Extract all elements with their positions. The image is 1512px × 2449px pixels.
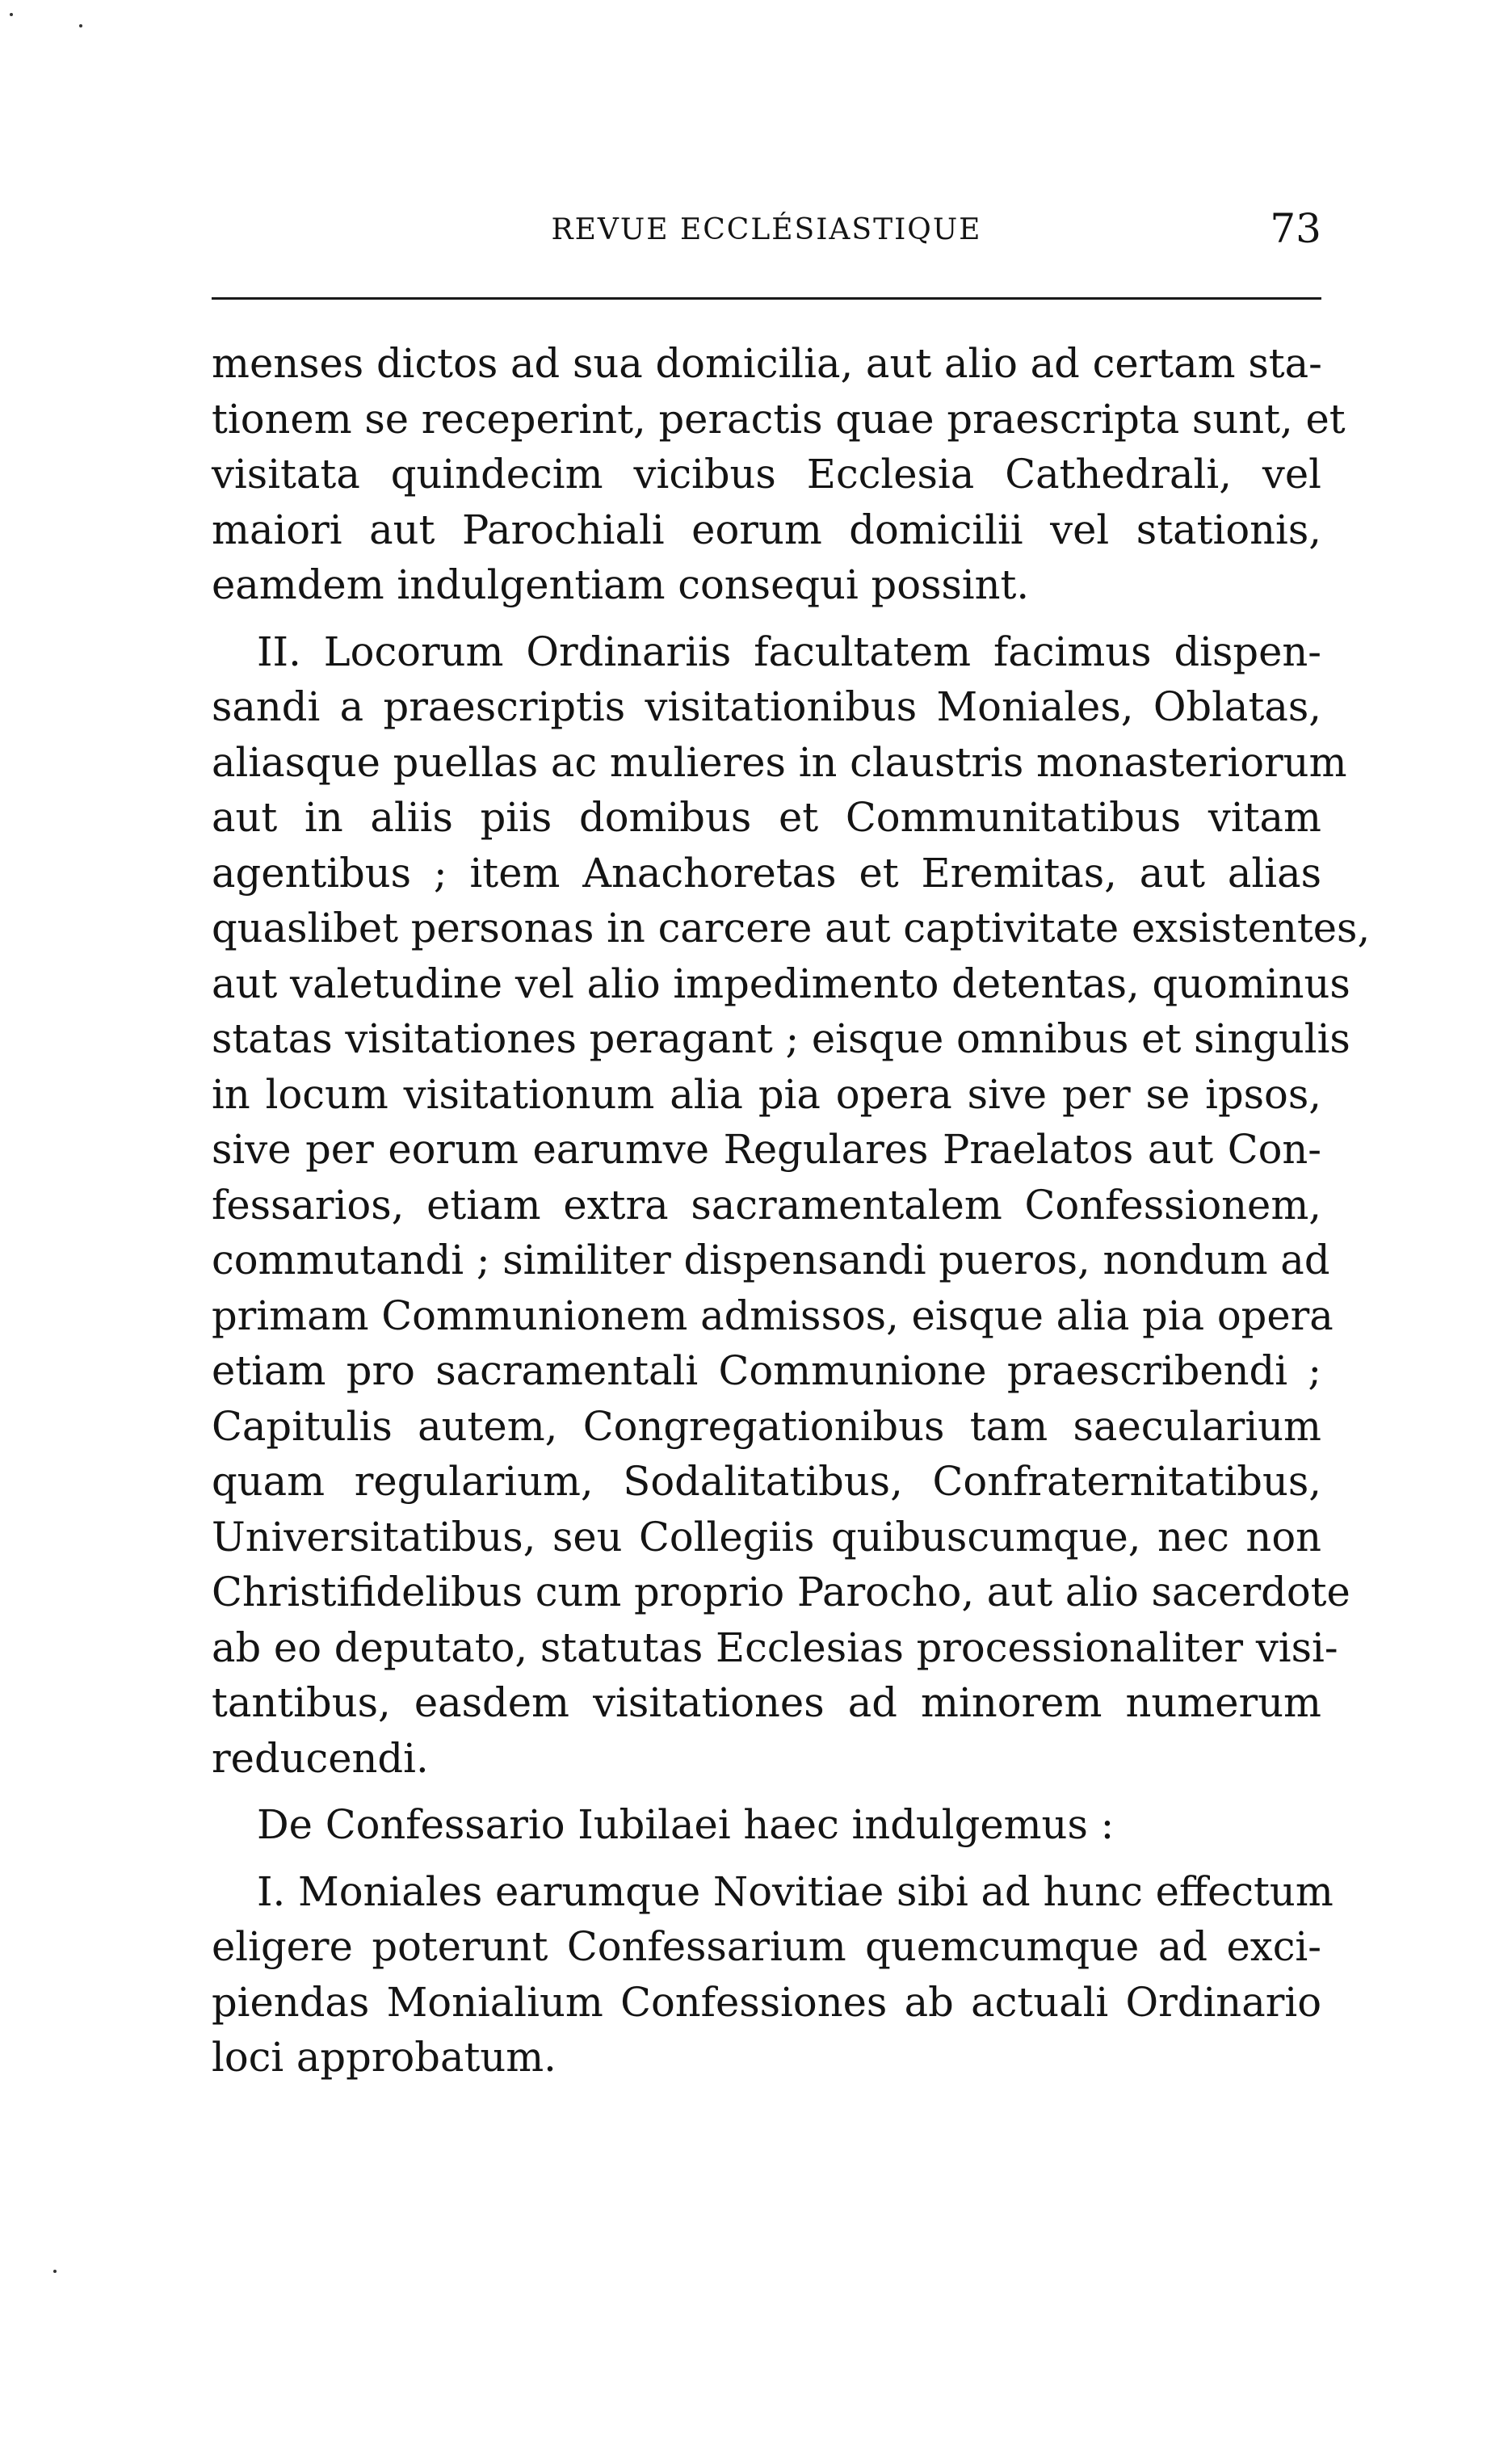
text-line: aut in aliis piis domibus et Communitatibus vitam [212,794,1321,841]
text-line: fessarios, etiam extra sacramentalem Confessionem, [212,1181,1321,1229]
text-line: I. Moniales earumque Novitiae sibi ad hunc effectum [257,1867,1334,1915]
running-head [212,204,1321,268]
text-line: tionem se receperint, peractis quae praescripta sunt, et [212,395,1346,443]
text-line: reducendi. [212,1734,429,1782]
paragraph-continuation [212,336,1346,613]
text-line: aut valetudine vel alio impedimento detentas, quominus [212,960,1350,1007]
text-line: sive per eorum earumve Regulares Praelatos aut Con- [212,1126,1321,1173]
text-line: loci approbatum. [212,2034,556,2081]
scan-speck [10,13,13,16]
page-number: 73 [1270,205,1321,252]
paragraph-i [212,1864,1334,2086]
text-line: Universitatibus, seu Collegiis quibuscumque, nec non [212,1513,1321,1561]
text-line: visitata quindecim vicibus Ecclesia Cathedrali, vel [212,451,1321,498]
text-line: in locum visitationum alia pia opera sive per se ipsos, [212,1070,1321,1118]
text-line: quaslibet personas in carcere aut captivitate exsistentes, [212,905,1371,951]
text-line: maiori aut Parochiali eorum domicilii vel stationis, [212,506,1321,553]
running-title: REVUE ECCLÉSIASTIQUE [551,213,982,246]
scan-speck [79,24,82,27]
header-rule [212,297,1321,300]
text-line: menses dictos ad sua domicilia, aut alio ad certam sta- [212,340,1322,387]
text-line: eligere poterunt Confessarium quemcumque ad exci- [212,1923,1321,1970]
text-line: Capitulis autem, Congregationibus tam saecularium [212,1402,1321,1450]
text-line: eamdem indulgentiam consequi possint. [212,561,1030,608]
text-line: Christifidelibus cum proprio Parocho, aut alio sacerdote [212,1569,1350,1615]
text-line: agentibus ; item Anachoretas et Eremitas, aut alias [212,849,1321,897]
paragraph-ii [212,624,1371,1787]
text-line: De Confessario Iubilaei haec indulgemus : [257,1801,1115,1848]
text-line: tantibus, easdem visitationes ad minorem numerum [212,1679,1321,1726]
text-line: aliasque puellas ac mulieres in claustris monasteriorum [212,738,1347,786]
text-line: quam regularium, Sodalitatibus, Confraternitatibus, [212,1458,1321,1505]
text-line: commutandi ; similiter dispensandi pueros, nondum ad [212,1237,1330,1283]
text-line: etiam pro sacramentali Communione praescribendi ; [212,1347,1321,1394]
text-line: II. Locorum Ordinariis facultatem facimus dispen- [257,628,1321,675]
text-line: sandi a praescriptis visitationibus Moniales, Oblatas, [212,683,1321,730]
body-text [212,336,1371,2086]
text-line: statas visitationes peragant ; eisque omnibus et singulis [212,1015,1350,1062]
text-line: ab eo deputato, statutas Ecclesias processionaliter visi- [212,1624,1338,1671]
text-line: primam Communionem admissos, eisque alia pia opera [212,1292,1334,1339]
text-line: piendas Monialium Confessiones ab actuali Ordinario [212,1978,1321,2026]
section-intro [212,1797,1321,1853]
scan-speck [53,2270,57,2273]
